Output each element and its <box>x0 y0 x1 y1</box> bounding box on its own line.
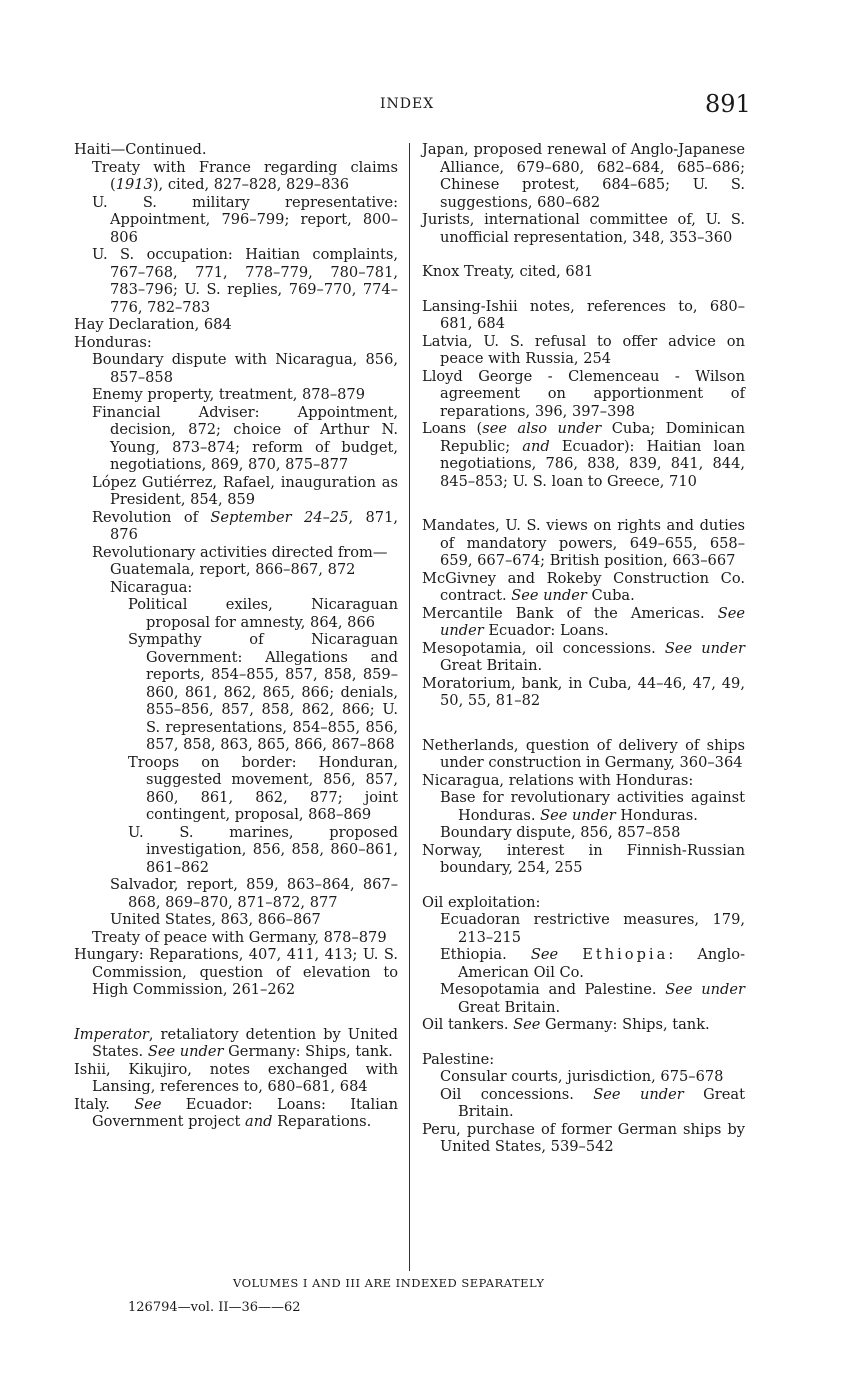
index-entry: Mercantile Bank of the Americas. See under Ecuador: Loans. <box>422 604 745 639</box>
index-entry: Lansing-Ishii notes, references to, 680–681, 684 <box>422 297 745 332</box>
page-number: 891 <box>705 90 751 118</box>
index-subentry: Ecuadoran restrictive measures, 179, 213–215 <box>440 911 745 946</box>
column-divider <box>409 143 410 1271</box>
index-column-left <box>74 141 398 1131</box>
index-subentry: Sympathy of Nicaraguan Government: Allegations and reports, 854–855, 857, 858, 859–860, 861, 862, 865, 866; denials, 855–856, 857, 858, 862, 866; U. S. representations, 854–855, 856, 857, 858, 863, 865, 866, 867–868 <box>128 631 398 753</box>
index-subentry: Revolution of September 24–25, 871, 876 <box>92 508 398 543</box>
index-subentry: Troops on border: Honduran, suggested movement, 856, 857, 860, 861, 862, 877; joint contingent, proposal, 868–869 <box>128 753 398 823</box>
index-subentry: U. S. occupation: Haitian complaints, 767–768, 771, 778–779, 780–781, 783–796; U. S. replies, 769–770, 774–776, 782–783 <box>92 246 398 316</box>
index-entry: Hay Declaration, 684 <box>74 316 232 333</box>
index-subentry: Mesopotamia and Palestine. See under Great Britain. <box>440 981 745 1016</box>
index-subentry: Financial Adviser: Appointment, decision, 872; choice of Arthur N. Young, 873–874; reform of budget, negotiations, 869, 870, 875–877 <box>92 403 398 473</box>
index-subentry: Consular courts, jurisdiction, 675–678 <box>440 1068 724 1085</box>
print-code: 126794—vol. II—36——62 <box>128 1300 301 1315</box>
entry-gap <box>422 246 745 263</box>
index-subentry: Nicaragua: <box>110 578 193 596</box>
page-title: INDEX <box>380 96 435 112</box>
index-entry: Norway, interest in Finnish-Russian boundary, 254, 255 <box>422 841 745 876</box>
index-subentry: Base for revolutionary activities against Honduras. See under Honduras. <box>440 789 745 824</box>
index-entry: Oil tankers. See Germany: Ships, tank. <box>422 1016 710 1033</box>
footer-note: VOLUMES I AND III ARE INDEXED SEPARATELY <box>233 1276 545 1290</box>
index-entry: Mesopotamia, oil concessions. See under Great Britain. <box>422 639 745 674</box>
index-entry: Moratorium, bank, in Cuba, 44–46, 47, 49, 50, 55, 81–82 <box>422 674 745 709</box>
index-subentry: Boundary dispute with Nicaragua, 856, 857–858 <box>92 351 398 386</box>
index-entry: Honduras: <box>74 333 152 351</box>
index-entry: Oil exploitation: <box>422 893 541 911</box>
index-entry: Lloyd George - Clemenceau - Wilson agreement on apportionment of reparations, 396, 397–398 <box>422 367 745 420</box>
index-entry: Netherlands, question of delivery of ships under construction in Germany, 360–364 <box>422 736 745 771</box>
index-subentry: Salvador, report, 859, 863–864, 867–868, 869–870, 871–872, 877 <box>110 876 398 911</box>
entry-gap <box>422 710 745 737</box>
index-subentry: Oil concessions. See under Great Britain. <box>440 1085 745 1120</box>
index-subentry: Ethiopia. See Ethiopia: Anglo-American Oil Co. <box>440 946 745 981</box>
index-entry: Peru, purchase of former German ships by United States, 539–542 <box>422 1120 745 1155</box>
index-entry: Imperator, retaliatory detention by United States. See under Germany: Ships, tank. <box>74 1025 398 1060</box>
entry-gap <box>422 281 745 298</box>
index-subentry: U. S. military representative: Appointment, 796–799; report, 800–806 <box>92 193 398 246</box>
index-entry: Haiti—Continued. <box>74 141 207 158</box>
index-entry: Palestine: <box>422 1050 495 1068</box>
index-entry: Latvia, U. S. refusal to offer advice on peace with Russia, 254 <box>422 332 745 367</box>
index-entry: Nicaragua, relations with Honduras: <box>422 771 694 789</box>
index-subentry: Enemy property, treatment, 878–879 <box>92 386 365 403</box>
index-entry: Knox Treaty, cited, 681 <box>422 263 594 280</box>
index-subentry: Boundary dispute, 856, 857–858 <box>440 824 681 841</box>
index-entry: Hungary: Reparations, 407, 411, 413; U. S. Commission, question of elevation to High Commission, 261–262 <box>74 946 398 998</box>
entry-gap <box>74 999 398 1026</box>
index-subentry: U. S. marines, proposed investigation, 856, 858, 860–861, 861–862 <box>128 823 398 876</box>
index-entry: Jurists, international committee of, U. S. unofficial representation, 348, 353–360 <box>422 211 745 246</box>
index-entry: Mandates, U. S. views on rights and duties of mandatory powers, 649–655, 658–659, 667–674; British position, 663–667 <box>422 517 745 569</box>
index-entry: Italy. See Ecuador: Loans: Italian Government project and Reparations. <box>74 1095 398 1130</box>
index-subentry: Treaty of peace with Germany, 878–879 <box>92 928 387 946</box>
index-entry: Ishii, Kikujiro, notes exchanged with Lansing, references to, 680–681, 684 <box>74 1060 398 1095</box>
index-subentry: Revolutionary activities directed from— <box>92 543 388 561</box>
index-subentry: López Gutiérrez, Rafael, inauguration as President, 854, 859 <box>92 473 398 508</box>
index-subentry: United States, 863, 866–867 <box>110 911 321 928</box>
entry-gap <box>422 877 745 894</box>
index-subentry: Treaty with France regarding claims (1913), cited, 827–828, 829–836 <box>92 158 398 193</box>
index-entry: Japan, proposed renewal of Anglo-Japanese Alliance, 679–680, 682–684, 685–686; Chinese protest, 684–685; U. S. suggestions, 680–682 <box>422 141 745 211</box>
entry-gap <box>422 490 745 517</box>
index-entry: McGivney and Rokeby Construction Co. contract. See under Cuba. <box>422 569 745 604</box>
index-column-right <box>422 141 745 1156</box>
entry-gap <box>422 1034 745 1051</box>
index-subentry: Political exiles, Nicaraguan proposal for amnesty, 864, 866 <box>128 596 398 631</box>
index-entry: Loans (see also under Cuba; Dominican Republic; and Ecuador): Haitian loan negotiations, 786, 838, 839, 841, 844, 845–853; U. S. loan to Greece, 710 <box>422 420 745 490</box>
index-subentry: Guatemala, report, 866–867, 872 <box>110 561 356 578</box>
